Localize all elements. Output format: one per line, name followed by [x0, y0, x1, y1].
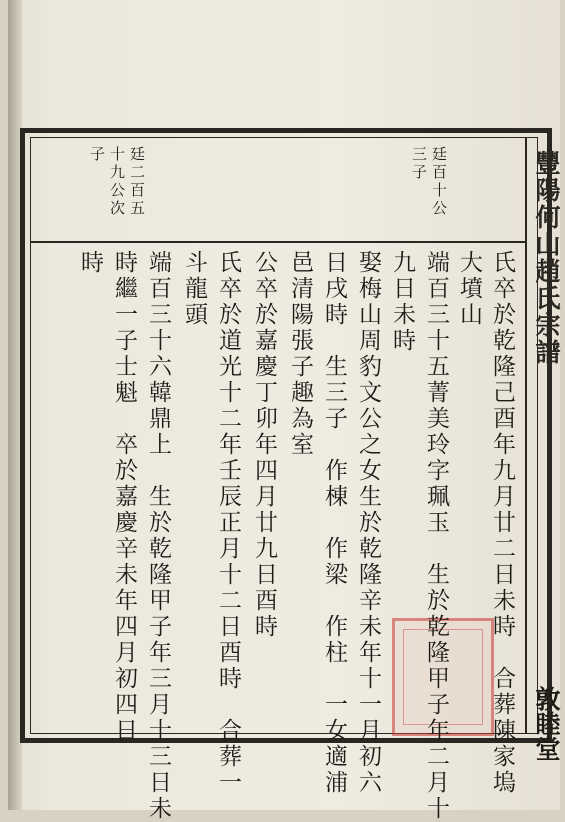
text-column: 日戌時 生三子 作棟 作梁 作柱 一女適浦: [321, 250, 347, 796]
text-column: 斗龍頭: [181, 250, 207, 328]
text-column: 公卒於嘉慶丁卯年四月廿九日酉時: [251, 250, 277, 640]
text-column: 時: [77, 250, 103, 276]
page-title: 豐陽何山趙氏宗譜: [532, 150, 561, 366]
note-line: 廷百十公: [430, 146, 448, 218]
note-line: 十九公次: [108, 146, 126, 218]
text-column: 端百三十六韓鼎上 生於乾隆甲子年三月十三日未: [145, 250, 171, 822]
text-column: 氏卒於乾隆己酉年九月廿二日未時 合葬陳家塢: [489, 250, 515, 796]
hall-name: 敦睦堂: [532, 686, 561, 761]
note-line: 三子: [410, 146, 428, 182]
text-column: 大墳山: [456, 250, 482, 328]
text-column: 九日未時: [389, 250, 415, 354]
note-line: 子: [88, 146, 106, 164]
text-column: 端百三十五菁美玲字珮玉 生於乾隆甲子年二月十: [423, 250, 449, 822]
text-column: 時繼一子士魁 卒於嘉慶辛未年四月初四日: [111, 250, 137, 744]
section-divider: [31, 241, 525, 243]
note-line: 廷二百五: [128, 146, 146, 218]
text-column: 氏卒於道光十二年壬辰正月十二日酉時 合葬一: [215, 250, 241, 796]
text-column: 邑清陽張子趣為室: [287, 250, 313, 458]
title-band-divider: [525, 137, 527, 734]
text-column: 娶梅山周豹文公之女生於乾隆辛未年十一月初六: [355, 250, 381, 796]
